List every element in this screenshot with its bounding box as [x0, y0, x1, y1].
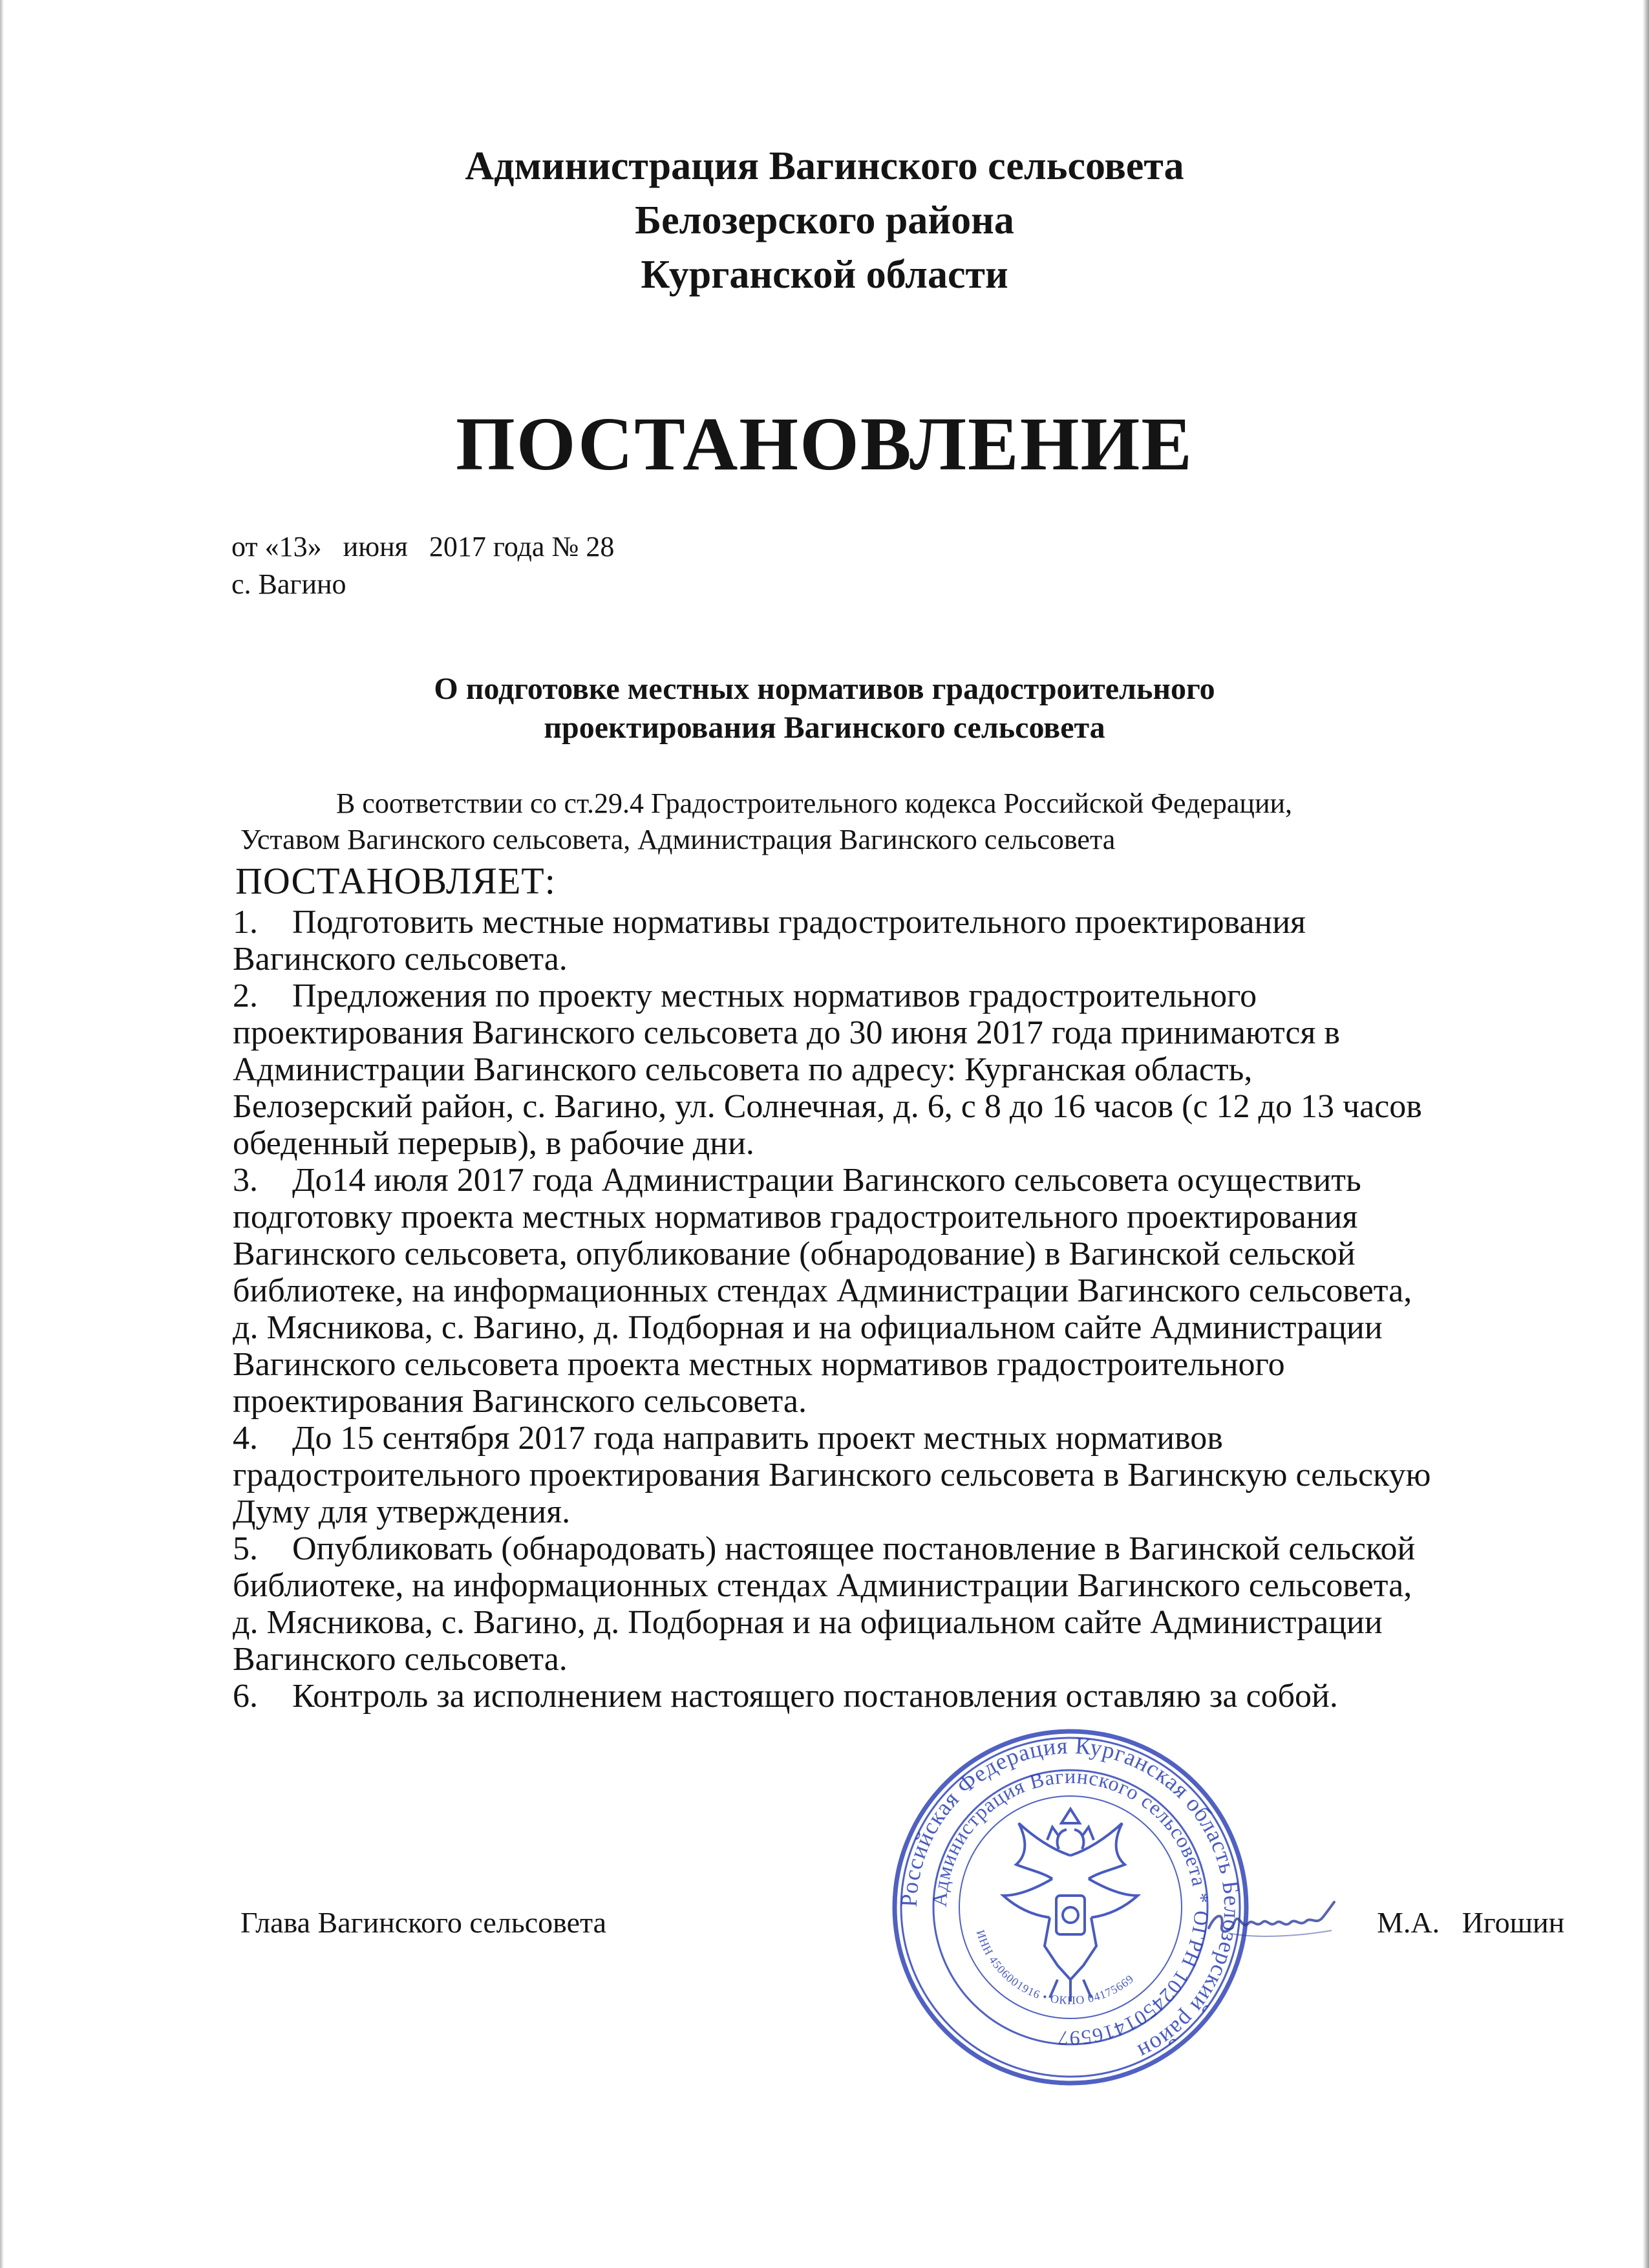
item-line: Подготовить местные нормативы градостроительного проектирования — [292, 904, 1306, 941]
preamble-line: Уставом Вагинского сельсовета, Администрация Вагинского сельсовета — [240, 824, 1116, 855]
item-number: 1. — [233, 904, 258, 941]
item-line: проектирования Вагинского сельсовета. — [233, 1383, 807, 1420]
item-line: Вагинского сельсовета. — [233, 1641, 568, 1678]
item-line: д. Мясникова, с. Вагино, д. Подборная и на официальном сайте Администрации — [233, 1309, 1383, 1346]
issuer-header — [0, 139, 1649, 302]
resolution-item-3 — [233, 1162, 1622, 1420]
issuer-line: Белозерского района — [635, 198, 1014, 242]
issuer-line: Курганской области — [641, 253, 1008, 297]
document-date-number: от «13» июня 2017 года № 28 — [231, 531, 615, 562]
item-number: 4. — [233, 1420, 258, 1457]
document-subject — [0, 670, 1649, 747]
item-number: 3. — [233, 1162, 258, 1199]
item-line: д. Мясникова, с. Вагино, д. Подборная и на официальном сайте Администрации — [233, 1604, 1383, 1641]
resolution-item-2 — [233, 978, 1622, 1162]
seal-outer-text: Российская Федерация Курганская область Белозерский район — [895, 1732, 1246, 2066]
signatory-name: М.А. Игошин — [1377, 1906, 1565, 1939]
handwritten-signature — [1202, 1888, 1357, 1946]
preamble-line: В соответствии со ст.29.4 Градостроительного кодекса Российской Федерации, — [336, 787, 1293, 819]
item-line: Опубликовать (обнародовать) настоящее постановление в Вагинской сельской — [292, 1530, 1416, 1567]
preamble — [240, 786, 1617, 858]
resolution-item-5 — [233, 1530, 1622, 1678]
eagle-emblem-icon — [1003, 1809, 1138, 2002]
issuer-line: Администрация Вагинского сельсовета — [465, 144, 1184, 188]
item-line: Администрации Вагинского сельсовета по адресу: Курганская область, — [233, 1051, 1253, 1088]
item-line: библиотеке, на информационных стендах Администрации Вагинского сельсовета, — [233, 1272, 1412, 1309]
document-place: с. Вагино — [231, 568, 346, 600]
subject-line: О подготовке местных нормативов градостроительного — [434, 672, 1215, 706]
resolution-item-1 — [233, 904, 1622, 978]
item-line: До14 июля 2017 года Администрации Вагинского сельсовета осуществить — [292, 1162, 1361, 1199]
item-number: 5. — [233, 1530, 258, 1567]
seal-codes-text: ИНН 4506001916 • ОКПО 04175669 — [973, 1928, 1136, 2007]
signatory-role: Глава Вагинского сельсовета — [240, 1906, 607, 1939]
item-line: Думу для утверждения. — [233, 1493, 571, 1530]
item-line: обеденный перерыв), в рабочие дни. — [233, 1125, 754, 1162]
subject-line: проектирования Вагинского сельсовета — [544, 711, 1105, 745]
document-type-title: ПОСТАНОВЛЕНИЕ — [456, 401, 1193, 486]
item-number: 6. — [233, 1678, 258, 1715]
item-line: проектирования Вагинского сельсовета до 30 июня 2017 года принимаются в — [233, 1014, 1340, 1051]
item-line: подготовку проекта местных нормативов градостроительного проектирования — [233, 1199, 1358, 1236]
official-seal-stamp — [889, 1726, 1251, 2088]
seal-inner-text: Администрация Вагинского сельсовета * ОГРН 1024501416597 — [927, 1764, 1214, 2051]
item-number: 2. — [233, 978, 258, 1014]
signature-block — [0, 1694, 1649, 2108]
item-line: Белозерский район, с. Вагино, ул. Солнечная, д. 6, с 8 до 16 часов (с 12 до 13 часов — [233, 1088, 1422, 1125]
item-line: До 15 сентября 2017 года направить проект местных нормативов — [292, 1420, 1223, 1457]
item-line: градостроительного проектирования Вагинского сельсовета в Вагинскую сельскую — [233, 1457, 1431, 1493]
resolution-item-4 — [233, 1420, 1622, 1530]
item-line: Контроль за исполнением настоящего постановления оставляю за собой. — [292, 1678, 1338, 1715]
item-line: Предложения по проекту местных нормативов градостроительного — [292, 978, 1257, 1014]
resolution-items — [233, 904, 1622, 1715]
item-line: Вагинского сельсовета, опубликование (обнародование) в Вагинской сельской — [233, 1236, 1356, 1272]
item-line: Вагинского сельсовета проекта местных нормативов градостроительного — [233, 1346, 1285, 1383]
item-line: Вагинского сельсовета. — [233, 941, 568, 978]
resolves-heading: ПОСТАНОВЛЯЕТ: — [235, 860, 556, 902]
item-line: библиотеке, на информационных стендах Администрации Вагинского сельсовета, — [233, 1567, 1412, 1604]
